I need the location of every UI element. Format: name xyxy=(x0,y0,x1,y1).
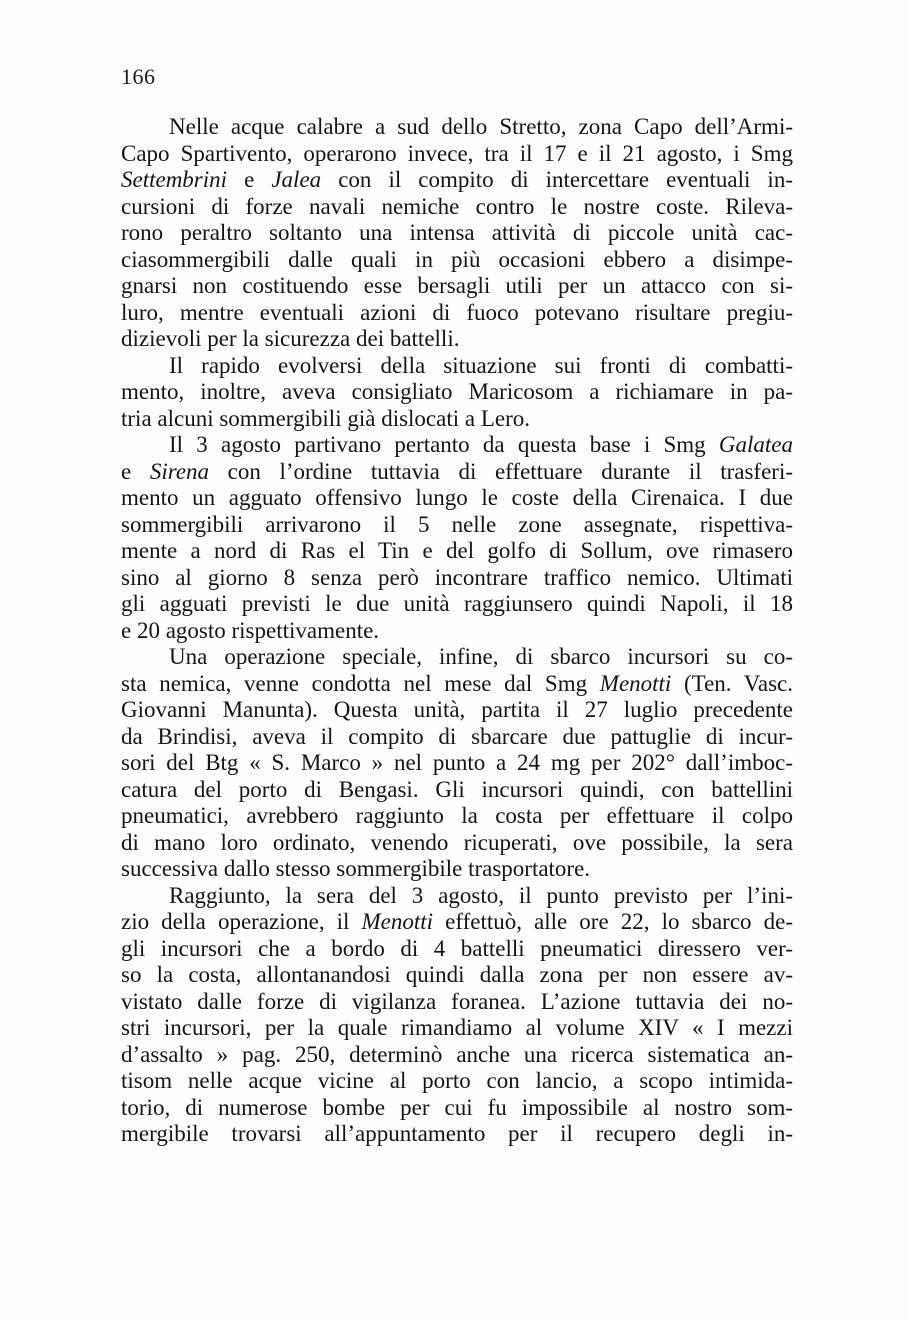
text-line xyxy=(121,724,793,751)
text-run: (Ten. Vasc. xyxy=(671,670,793,696)
text-line xyxy=(121,962,793,989)
text-line xyxy=(121,936,793,963)
text-line xyxy=(121,697,793,724)
text-run: con il compito di intercettare eventuali in- xyxy=(321,167,793,192)
text-line xyxy=(121,220,793,247)
text-run: gli incursori che a bordo di 4 battelli pneumatici diressero ver- xyxy=(121,935,793,961)
text-line xyxy=(121,485,793,512)
paragraph xyxy=(121,353,793,433)
text-line xyxy=(121,538,793,565)
text-line xyxy=(121,989,793,1016)
text-run: dizievoli per la sicurezza dei battelli. xyxy=(121,326,460,351)
text-line xyxy=(121,1042,793,1069)
text-run: sori del Btg « S. Marco » nel punto a 24 mg per 202° dall’imboc- xyxy=(121,750,793,775)
text-run: luro, mentre eventuali azioni di fuoco potevano risultare pregiu- xyxy=(121,299,793,325)
text-run: catura del porto di Bengasi. Gli incursori quindi, con battellini xyxy=(121,776,793,802)
text-line xyxy=(121,618,793,645)
text-run: mente a nord di Ras el Tin e del golfo di Sollum, ove rimasero xyxy=(121,538,793,563)
text-run: Nelle acque calabre a sud dello Stretto, zona Capo dell’Armi- xyxy=(169,114,793,139)
text-line xyxy=(121,883,793,910)
text-line xyxy=(121,167,793,194)
text-line xyxy=(121,803,793,830)
paragraph xyxy=(121,883,793,1148)
text-run: Il rapido evolversi della situazione sui fronti di combatti- xyxy=(169,352,793,378)
text-line xyxy=(121,644,793,671)
text-line xyxy=(121,565,793,592)
italic-text: Menotti xyxy=(599,670,672,696)
text-line xyxy=(121,353,793,380)
text-run: con l’ordine tuttavia di effettuare durante il trasferi- xyxy=(209,458,793,484)
text-run: successiva dallo stesso sommergibile trasportatore. xyxy=(121,856,591,881)
text-line xyxy=(121,194,793,221)
text-run: sta nemica, venne condotta nel mese dal Smg xyxy=(121,670,600,696)
text-line xyxy=(121,909,793,936)
text-run: gli agguati previsti le due unità raggiunsero quindi Napoli, il 18 xyxy=(121,591,793,616)
italic-text: Sirena xyxy=(149,458,210,484)
paragraph xyxy=(121,432,793,644)
page-number: 166 xyxy=(121,64,156,89)
text-run: gnarsi non costituendo esse bersagli utili per un attacco con si- xyxy=(121,273,793,298)
text-run: torio, di numerose bombe per cui fu impossibile al nostro som- xyxy=(121,1094,793,1120)
text-line xyxy=(121,591,793,618)
text-run: e 20 agosto rispettivamente. xyxy=(121,617,380,643)
paragraph xyxy=(121,644,793,883)
text-run: Il 3 agosto partivano pertanto da questa base i Smg xyxy=(169,432,719,457)
text-run: Giovanni Manunta). Questa unità, partita il 27 luglio precedente xyxy=(121,697,793,722)
italic-text: Menotti xyxy=(361,909,434,934)
text-line xyxy=(121,406,793,433)
text-run: e xyxy=(121,458,150,484)
italic-text: Galatea xyxy=(718,432,793,457)
text-run: mento un agguato offensivo lungo le coste della Cirenaica. I due xyxy=(121,485,793,510)
text-line xyxy=(121,273,793,300)
text-run: d’assalto » pag. 250, determinò anche una ricerca sistematica an- xyxy=(121,1041,793,1067)
text-run: effettuò, alle ore 22, lo sbarco de- xyxy=(433,909,793,934)
text-line xyxy=(121,830,793,857)
text-run: cursioni di forze navali nemiche contro le nostre coste. Rileva- xyxy=(121,193,793,219)
text-line xyxy=(121,114,793,141)
text-run: sommergibili arrivarono il 5 nelle zone assegnate, rispettiva- xyxy=(121,511,793,537)
text-line xyxy=(121,247,793,274)
text-run: pneumatici, avrebbero raggiunto la costa per effettuare il colpo xyxy=(121,803,793,828)
text-line xyxy=(121,379,793,406)
text-line xyxy=(121,326,793,353)
text-run: sino al giorno 8 senza però incontrare traffico nemico. Ultimati xyxy=(121,564,793,590)
text-line xyxy=(121,300,793,327)
text-run: Capo Spartivento, operarono invece, tra il 17 e il 21 agosto, i Smg xyxy=(121,140,793,166)
text-line xyxy=(121,777,793,804)
text-run: vistato dalle forze di vigilanza foranea. L’azione tuttavia dei no- xyxy=(121,988,793,1014)
text-line xyxy=(121,512,793,539)
italic-text: Settembrini xyxy=(121,167,228,192)
text-run: zio della operazione, il xyxy=(121,909,362,934)
text-line xyxy=(121,856,793,883)
text-line xyxy=(121,1121,793,1148)
text-line xyxy=(121,750,793,777)
text-run: rono peraltro soltanto una intensa attività di piccole unità cac- xyxy=(121,220,793,245)
text-line xyxy=(121,1095,793,1122)
text-run: stri incursori, per la quale rimandiamo al volume XIV « I mezzi xyxy=(121,1015,793,1040)
text-run: mergibile trovarsi all’appuntamento per il recupero degli in- xyxy=(121,1121,793,1146)
text-run: tisom nelle acque vicine al porto con lancio, a scopo intimida- xyxy=(121,1068,793,1093)
text-run: tria alcuni sommergibili già dislocati a Lero. xyxy=(121,405,530,431)
text-run: e xyxy=(227,167,272,192)
text-run: Raggiunto, la sera del 3 agosto, il punto previsto per l’ini- xyxy=(169,882,793,908)
text-line xyxy=(121,141,793,168)
text-run: so la costa, allontanandosi quindi dalla zona per non essere av- xyxy=(121,962,793,987)
body-text xyxy=(121,114,793,1148)
text-run: mento, inoltre, aveva consigliato Maricosom a richiamare in pa- xyxy=(121,379,793,404)
paragraph xyxy=(121,114,793,353)
text-run: ciasommergibili dalle quali in più occasioni ebbero a disimpe- xyxy=(121,246,793,272)
text-line xyxy=(121,432,793,459)
text-line xyxy=(121,671,793,698)
text-line xyxy=(121,1015,793,1042)
text-line xyxy=(121,1068,793,1095)
italic-text: Jalea xyxy=(271,167,322,192)
text-line xyxy=(121,459,793,486)
text-run: Una operazione speciale, infine, di sbarco incursori su co- xyxy=(169,644,793,669)
text-run: da Brindisi, aveva il compito di sbarcare due pattuglie di incur- xyxy=(121,723,793,749)
text-run: di mano loro ordinato, venendo ricuperati, ove possibile, la sera xyxy=(121,829,793,855)
